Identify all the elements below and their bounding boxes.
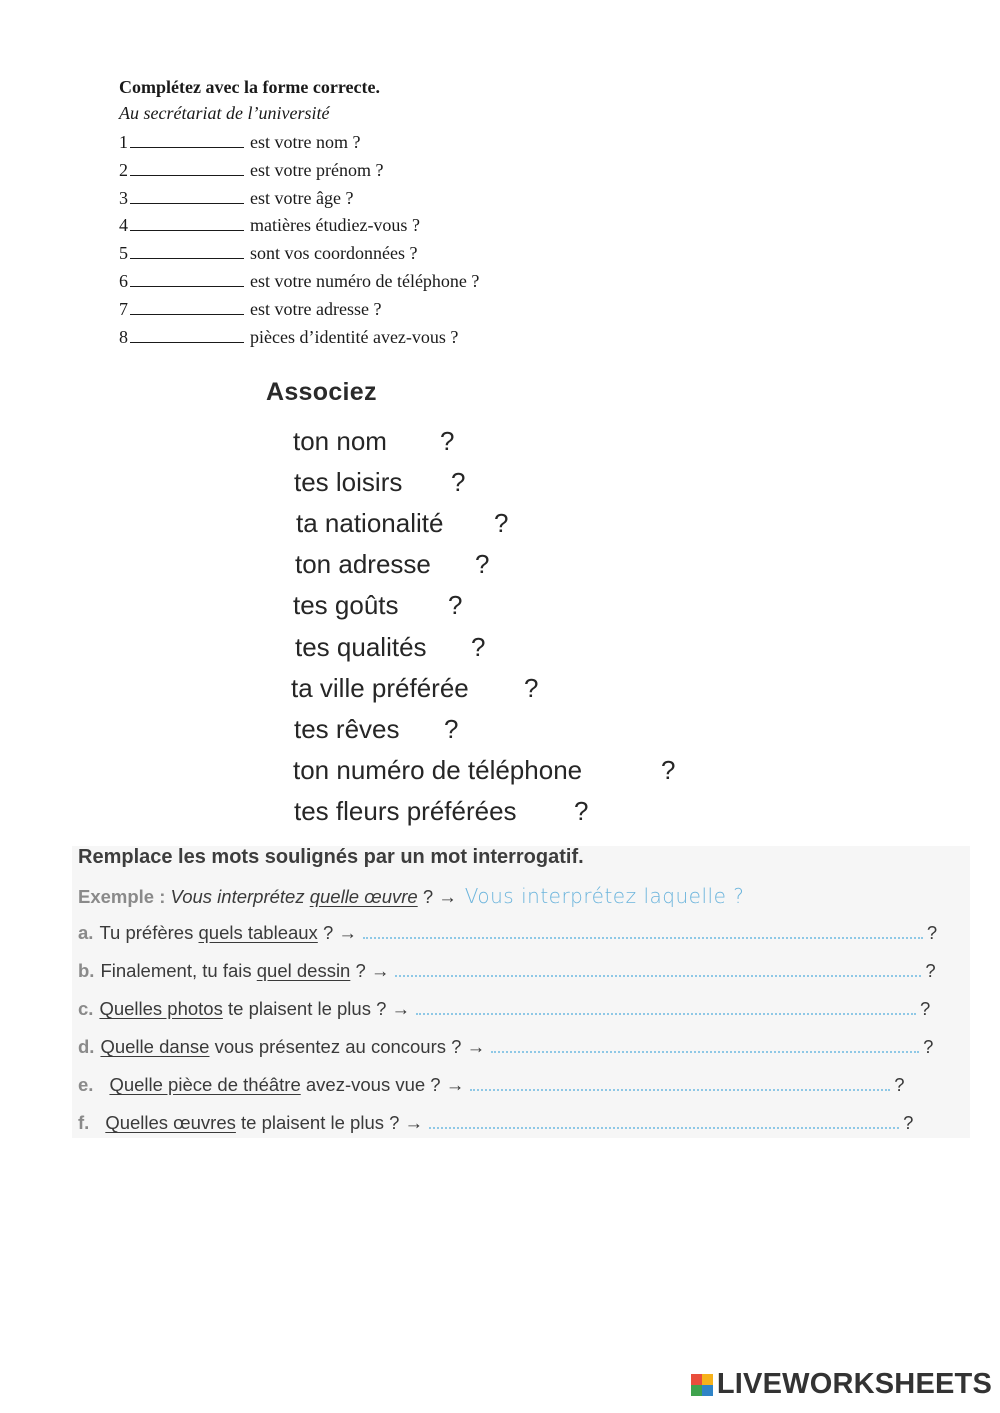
answer-blank-input[interactable]	[130, 238, 244, 259]
associate-item: tes rêves	[294, 713, 400, 744]
associate-item: ton numéro de téléphone	[293, 754, 583, 785]
answer-blank-input[interactable]	[130, 127, 244, 148]
fill-in-row	[119, 210, 639, 238]
item-text: sont vos coordonnées ?	[250, 243, 418, 264]
replace-line	[78, 1036, 933, 1058]
associate-item: ton nom	[293, 426, 387, 456]
question-mark-target[interactable]: ?	[471, 631, 486, 662]
item-number: 8	[119, 326, 128, 347]
item-number: 2	[119, 159, 128, 180]
exercise-associate	[266, 378, 726, 826]
exercise-1-title: Complétez avec la forme correcte.	[119, 77, 381, 97]
answer-dotted-input[interactable]	[470, 1075, 890, 1091]
item-letter: c.	[78, 998, 94, 1019]
underlined-words: quels tableaux	[198, 922, 318, 943]
end-question-mark: ?	[903, 1112, 914, 1133]
question-mark-target[interactable]: ?	[440, 426, 455, 456]
end-question-mark: ?	[923, 1036, 934, 1057]
item-text: matières étudiez-vous ?	[250, 215, 420, 236]
fill-in-row	[119, 322, 639, 350]
fill-in-row	[119, 294, 639, 322]
answer-blank-input[interactable]	[130, 155, 244, 176]
answer-blank-input[interactable]	[130, 266, 244, 287]
item-number: 6	[119, 270, 128, 291]
example-answer: Vous interprétez laquelle ?	[464, 884, 745, 908]
exercise-3-title: Remplace les mots soulignés par un mot interrogatif.	[78, 846, 584, 868]
answer-blank-input[interactable]	[130, 183, 244, 204]
answer-dotted-input[interactable]	[416, 999, 916, 1015]
item-letter: a.	[78, 922, 94, 943]
associate-item: tes qualités	[295, 631, 427, 662]
end-question-mark: ?	[894, 1074, 905, 1095]
text-after: avez-vous vue ? →	[305, 1074, 465, 1095]
associate-item: tes goûts	[293, 590, 399, 621]
example-text-before: Vous interprétez	[170, 886, 305, 907]
liveworksheets-logo	[691, 1368, 992, 1401]
fill-in-row	[119, 238, 639, 266]
replace-line	[78, 960, 936, 982]
item-text: est votre prénom ?	[250, 159, 384, 180]
end-question-mark: ?	[920, 998, 931, 1019]
text-before: Tu préfères	[99, 922, 194, 943]
answer-blank-input[interactable]	[130, 294, 244, 315]
question-mark-target[interactable]: ?	[494, 508, 509, 539]
item-text: est votre numéro de téléphone ?	[250, 270, 480, 291]
question-mark-target[interactable]: ?	[524, 672, 539, 703]
example-label: Exemple :	[78, 886, 166, 907]
item-letter: d.	[78, 1036, 95, 1057]
item-letter: b.	[78, 960, 95, 981]
example-arrow: ? →	[422, 886, 457, 907]
answer-blank-input[interactable]	[130, 322, 244, 343]
associate-item: ta nationalité	[296, 508, 444, 539]
underlined-words: Quelle danse	[100, 1036, 210, 1057]
end-question-mark: ?	[926, 922, 938, 943]
exercise-1-subtitle: Au secrétariat de l’université	[119, 103, 330, 123]
item-text: est votre nom ?	[250, 132, 361, 152]
item-letter: e.	[78, 1074, 94, 1095]
item-text: pièces d’identité avez-vous ?	[250, 326, 459, 347]
replace-line	[78, 1112, 913, 1134]
item-text: est votre âge ?	[250, 187, 354, 208]
item-number: 1	[119, 132, 128, 152]
associate-item: ton adresse	[295, 549, 431, 580]
associate-item: tes fleurs préférées	[294, 795, 517, 826]
answer-dotted-input[interactable]	[491, 1037, 919, 1053]
associate-item: tes loisirs	[294, 467, 403, 498]
logo-mark-icon	[691, 1374, 713, 1396]
underlined-words: Quelles œuvres	[105, 1112, 236, 1133]
question-mark-target[interactable]: ?	[448, 590, 463, 621]
replace-line	[78, 1074, 905, 1096]
text-after: te plaisent le plus ? →	[241, 1112, 424, 1133]
answer-blank-input[interactable]	[130, 210, 244, 231]
question-mark-target[interactable]: ?	[574, 795, 589, 826]
answer-dotted-input[interactable]	[395, 961, 921, 977]
question-mark-target[interactable]: ?	[661, 754, 676, 785]
text-after: ? →	[355, 960, 390, 981]
fill-in-row	[119, 127, 639, 155]
underlined-words: quel dessin	[256, 960, 351, 981]
answer-dotted-input[interactable]	[363, 923, 923, 939]
item-letter: f.	[78, 1112, 90, 1133]
associate-item: ta ville préférée	[291, 672, 469, 703]
logo-text: LIVEWORKSHEETS	[716, 1368, 992, 1400]
exercise-complete-forms	[119, 74, 639, 349]
end-question-mark: ?	[925, 960, 936, 981]
exercise-replace-words	[72, 846, 970, 1138]
example-line	[78, 884, 744, 908]
question-mark-target[interactable]: ?	[444, 713, 459, 744]
example-underlined: quelle œuvre	[309, 886, 418, 907]
fill-in-row	[119, 266, 639, 294]
text-after: ? →	[322, 922, 357, 943]
replace-line	[78, 922, 937, 944]
text-after: vous présentez au concours ? →	[214, 1036, 486, 1057]
item-number: 7	[119, 298, 128, 319]
item-text: est votre adresse ?	[250, 298, 382, 319]
item-number: 5	[119, 243, 128, 264]
fill-in-row	[119, 155, 639, 183]
exercise-2-title: Associez	[266, 378, 377, 406]
fill-in-row	[119, 183, 639, 211]
underlined-words: Quelles photos	[99, 998, 223, 1019]
question-mark-target[interactable]: ?	[451, 467, 466, 498]
answer-dotted-input[interactable]	[429, 1113, 899, 1129]
replace-line	[78, 998, 930, 1020]
question-mark-target[interactable]: ?	[475, 549, 490, 580]
item-number: 4	[119, 215, 128, 236]
text-before: Finalement, tu fais	[100, 960, 252, 981]
item-number: 3	[119, 187, 128, 208]
underlined-words: Quelle pièce de théâtre	[109, 1074, 301, 1095]
text-after: te plaisent le plus ? →	[228, 998, 411, 1019]
